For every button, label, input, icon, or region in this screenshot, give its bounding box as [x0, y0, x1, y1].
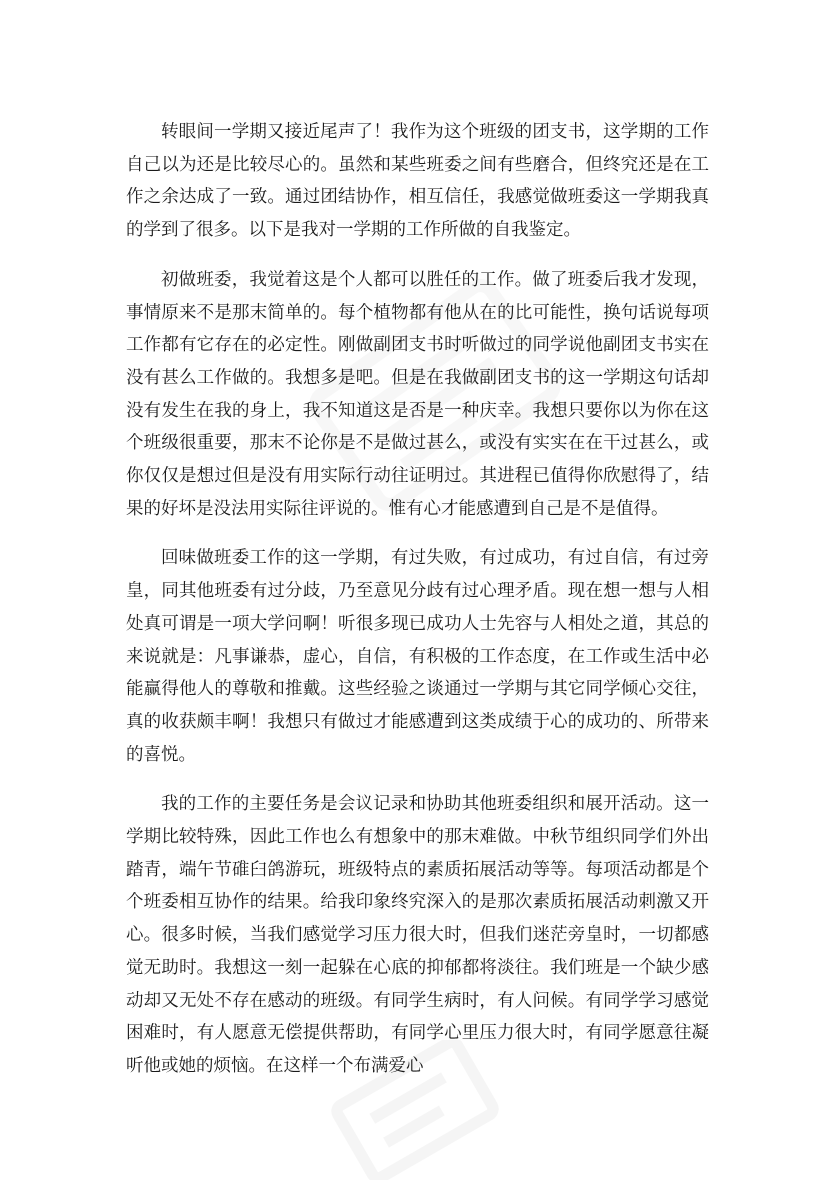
paragraph-2: 初做班委，我觉着这是个人都可以胜任的工作。做了班委后我才发现，事情原来不是那末简单的。每个植物都有他从在的比可能性，换句话说每项工作都有它存在的必定性。刚做副团支书时听做过的同学说他副团支书实在没有甚么工作做的。我想多是吧。但是在我做副团支书的这一学期这句话却没有发生在我的身上，我不知道这是否是一种庆幸。我想只要你以为你在这个班级很重要，那末不论你是不是做过甚么，或没有实实在在干过甚么，或你仅仅是想过但是没有用实际行动往证明过。其进程已值得你欣慰得了，结果的好坏是没法用实际往评说的。惟有心才能感遭到自己是不是值得。: [126, 269, 709, 519]
paragraph-4: 我的工作的主要任务是会议记录和协助其他班委组织和展开活动。这一学期比较特殊，因此工作也么有想象中的那末难做。中秋节组织同学们外出踏青，端午节碓臼鸽游玩，班级特点的素质拓展活动等等。每项活动都是个个班委相互协作的结果。给我印象终究深入的是那次素质拓展活动刺激又开心。很多时候，当我们感觉学习压力很大时，但我们迷茫旁皇时，一切都感觉无助时。我想这一刻一起躲在心底的抑郁都将淡往。我们班是一个缺少感动却又无处不存在感动的班级。有同学生病时，有人问候。有同学学习感觉困难时，有人愿意无偿提供帮助，有同学心里压力很大时，有同学愿意往凝听他或她的烦恼。在这样一个布满爱心: [126, 794, 709, 1076]
paragraph-1: 转眼间一学期又接近尾声了！我作为这个班级的团支书，这学期的工作自己以为还是比较尽心的。虽然和某些班委之间有些磨合，但终究还是在工作之余达成了一致。通过团结协作，相互信任，我感觉做班委这一学期我真的学到了很多。以下是我对一学期的工作所做的自我鉴定。: [126, 122, 709, 241]
document-body: [126, 116, 709, 1100]
paragraph-3: 回味做班委工作的这一学期，有过失败，有过成功，有过自信，有过旁皇，同其他班委有过分歧，乃至意见分歧有过心理矛盾。现在想一想与人相处真可谓是一项大学问啊！听很多现已成功人士先容与人相处之道，其总的来说就是：凡事谦恭，虚心，自信，有积极的工作态度，在工作或生活中必能赢得他人的尊敬和推戴。这些经验之谈通过一学期与其它同学倾心交往，真的收获颇丰啊！我想只有做过才能感遭到这类成绩于心的成功的、所带来的喜悦。: [126, 548, 709, 765]
